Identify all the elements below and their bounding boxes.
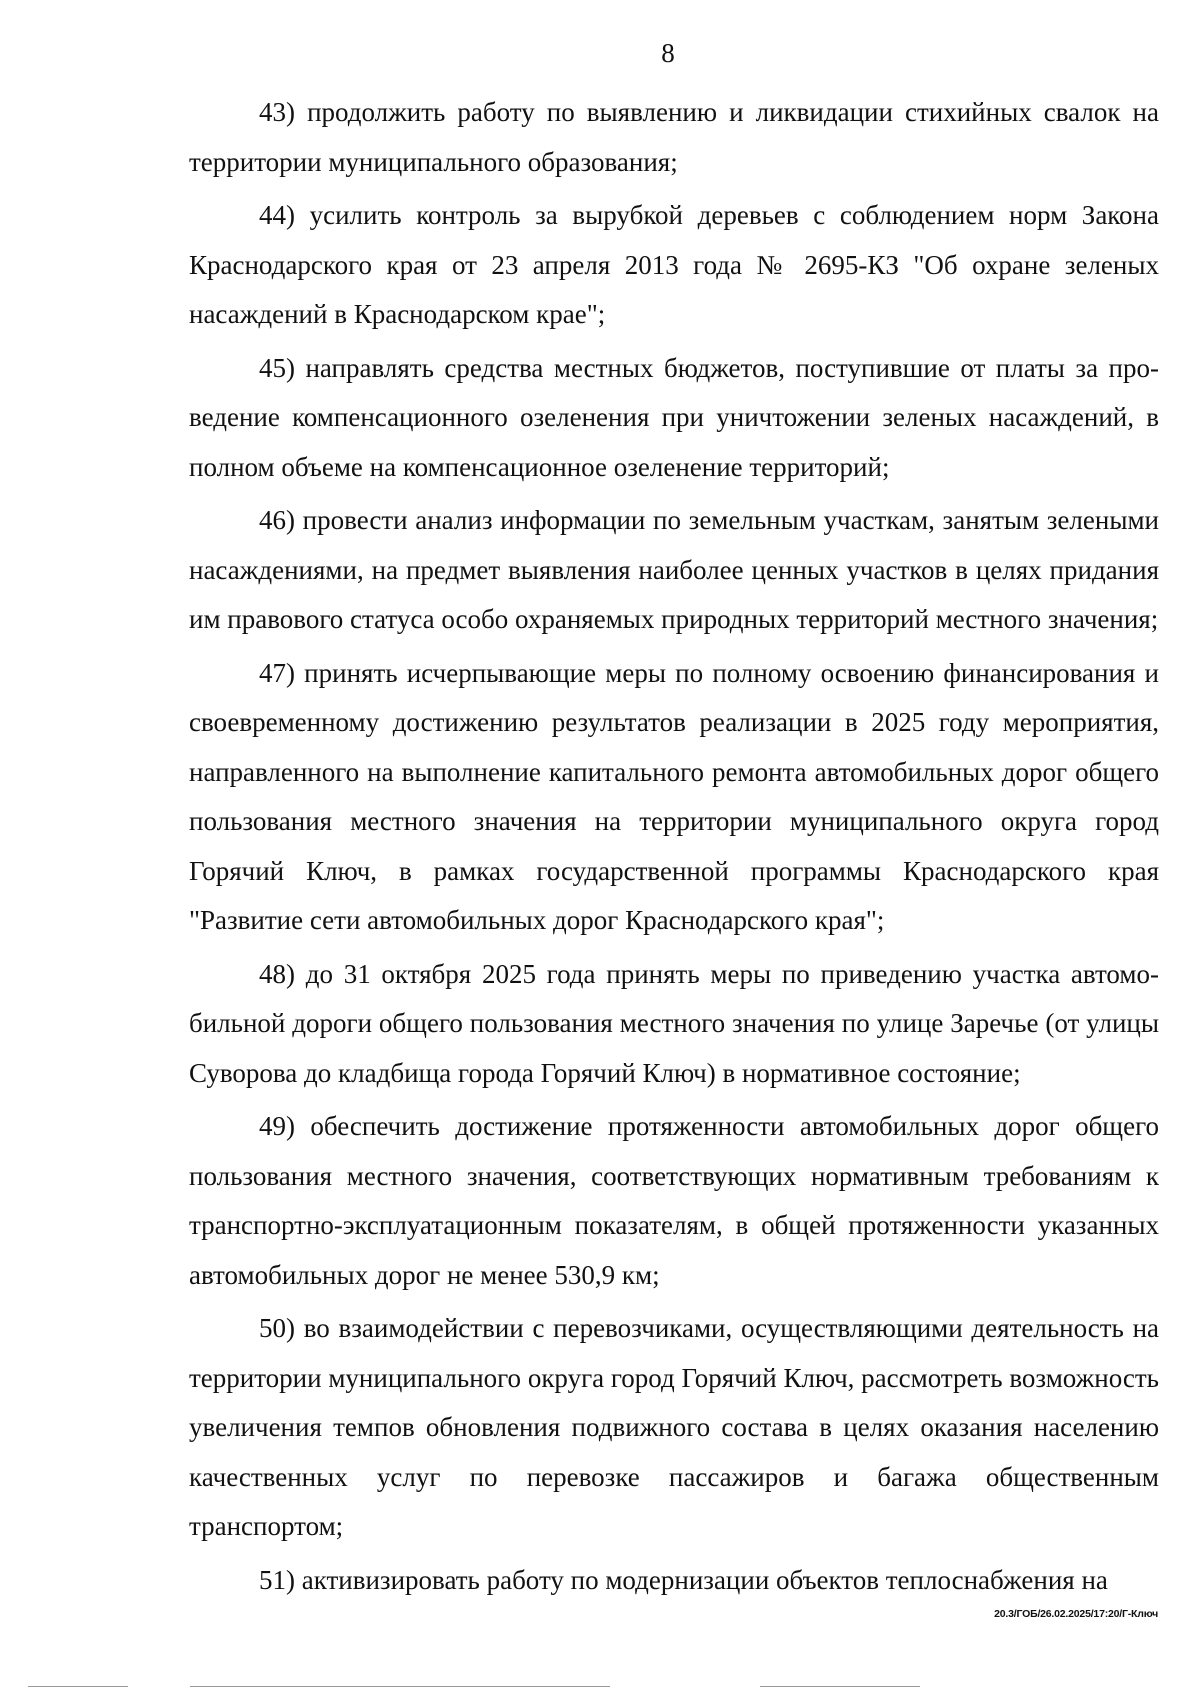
paragraph-45: 45) направлять средства местных бюджетов, поступившие от платы за проведение компенсационного озеленения при уничтожении зеленых насаждений, в полном объеме на компенсационное озеленение территорий;	[189, 352, 1159, 482]
paragraph-44: 44) усилить контроль за вырубкой деревьев с соблюдением норм Закона Краснодарского края от 23 апреля 2013 года № 2695-КЗ "Об охране зеленых насаждений в Краснодарском крае";	[189, 200, 1159, 329]
document-body	[189, 88, 1159, 1609]
paragraph-50: 50) во взаимодействии с перевозчиками, осуществляющими деятельность на территории муниципального округа город Горячий Ключ, рассмотреть возможность увеличения темпов обновления подвижного состава в целях оказания населению качественных услуг по перевозке пассажиров и багажа общественным транспортом;	[189, 1313, 1159, 1541]
paragraph-48: 48) до 31 октября 2025 года принять меры по приведению участка автомобильной дороги общего пользования местного значения по улице Заречье (от улицы Суворова до кладбища города Горячий Ключ) в нормативное состояние;	[189, 958, 1159, 1088]
scan-artifact-line	[190, 1686, 610, 1687]
paragraph-49: 49) обеспечить достижение протяженности автомобильных дорог общего пользования местного значения, соответствующих нормативным требованиям к транспортно-эксплуатационным показателям, в общей протяженности указанных автомобильных дорог не менее 530,9 км;	[189, 1111, 1159, 1290]
paragraph-47: 47) принять исчерпывающие меры по полному освоению финансирования и своевременному достижению результатов реализации в 2025 году мероприятия, направленного на выполнение капитального ремонта автомобильных дорог общего пользования местного значения на территории муниципального округа город Горячий Ключ, в рамках государственной программы Краснодарского края "Развитие сети автомобильных дорог Краснодарского края";	[189, 657, 1159, 935]
scan-artifact-line	[28, 1686, 128, 1687]
page-number: 8	[661, 38, 675, 68]
paragraph-51: 51) активизировать работу по модернизации объектов теплоснабжения на	[259, 1564, 1108, 1595]
scan-artifact-line	[760, 1686, 920, 1687]
paragraph-46: 46) провести анализ информации по земельным участкам, занятым зелеными насаждениями, на предмет выявления наиболее ценных участков в целях придания им правового статуса особо охраняемых природных территорий местного значения;	[189, 505, 1159, 634]
document-registration-stamp: 20.3/ГОБ/26.02.2025/17:20/Г-Ключ	[994, 1608, 1158, 1620]
paragraph-43: 43) продолжить работу по выявлению и ликвидации стихийных свалок на территории муниципального образования;	[189, 97, 1159, 177]
